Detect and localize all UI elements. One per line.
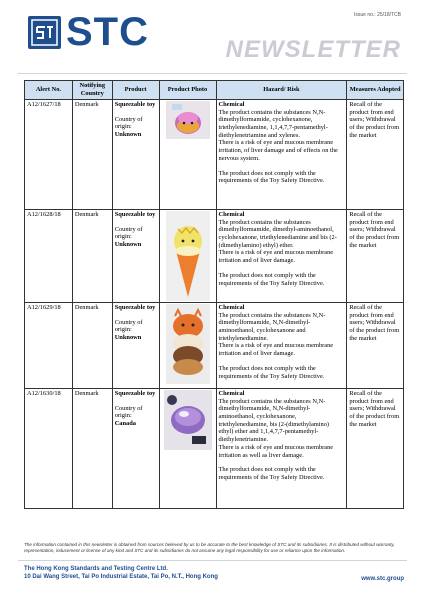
hazard-body: The product contains the substances dimethylformamide, dimethyl-aminoethanol, cyclohexanone, triethylenediamine and bis (2-(dimethylamino) ethyl) ether. bbox=[218, 218, 337, 249]
hazard-body: The product contains the substances N,N-dimethylformamide, cyclohexanone, triethylenediamine, 1,1,4,7,7-pentamethyl-diethylenetriamine and xylenes. bbox=[218, 108, 328, 139]
hazard-title: Chemical bbox=[218, 101, 245, 108]
hazard-compliance: The product does not comply with the requirements of the Toy Safety Directive. bbox=[218, 466, 325, 481]
table-header-row bbox=[25, 81, 404, 100]
table-row bbox=[25, 210, 404, 303]
col-alert-no: Alert No. bbox=[25, 81, 73, 100]
product-name: Squeezable toy bbox=[114, 390, 156, 397]
origin-value: Canada bbox=[114, 420, 136, 428]
squeezable-toy-photo-1 bbox=[166, 101, 210, 139]
squeezable-toy-photo-2 bbox=[166, 211, 210, 301]
hazard-risk: There is a risk of eye and mucous membrane irritation and of liver damage. bbox=[218, 249, 334, 265]
origin-value: Unknown bbox=[114, 334, 142, 342]
hazard-risk: There is a risk of eye and mucous membrane irritation and of liver damage. bbox=[218, 342, 334, 358]
origin-value: Unknown bbox=[114, 131, 142, 139]
hazard-body: The product contains the substances N,N-dimethylformamide, N,N-dimethyl-aminoethanol, cyclohexanone and triethylenediamine. bbox=[218, 311, 326, 342]
page-header bbox=[0, 0, 425, 75]
col-hazard-risk: Hazard/ Risk bbox=[216, 81, 347, 100]
company-name: The Hong Kong Standards and Testing Centre Ltd. bbox=[24, 566, 168, 572]
origin-label: Country of origin: bbox=[114, 404, 143, 420]
hazard-body: The product contains the substances N,N-dimethylformamide, N,N-dimethyl-aminoethanol, cyclohexanone, triethylenediamine, bis (2-(dimethylamino) ethyl) ether and 1,1,4,7,7-pentamethyl-diethylenetriamine. bbox=[218, 397, 330, 444]
col-notifying-country: Notifying Country bbox=[72, 81, 112, 100]
logo-wordmark: STC bbox=[66, 10, 149, 54]
measures-adopted: Recall of the product from end users; Withdrawal of the product from the market bbox=[347, 100, 404, 210]
alert-number: A12/1627/18 bbox=[25, 100, 73, 210]
origin-label: Country of origin: bbox=[114, 225, 143, 241]
col-measures-adopted: Measures Adopted bbox=[347, 81, 404, 100]
header-divider bbox=[18, 73, 407, 74]
squeezable-toy-photo-3 bbox=[166, 304, 210, 384]
squeezable-toy-photo-4 bbox=[164, 390, 212, 450]
product-name: Squeezable toy bbox=[114, 304, 156, 311]
origin-label: Country of origin: bbox=[114, 318, 143, 334]
product-cell bbox=[112, 389, 159, 509]
hazard-cell bbox=[216, 303, 347, 389]
disclaimer-text: The information contained in this newsletter is obtained from sources believed by us to be accurate to the best knowledge of STC and its subsidiaries. It is distributed without warranty, representation, inducement or license of any kind and STC and its subsidiaries do not assume any legal responsibility for use or reliance upon the information. bbox=[24, 542, 395, 553]
alert-number: A12/1628/18 bbox=[25, 210, 73, 303]
measures-adopted: Recall of the product from end users; Withdrawal of the product from the market bbox=[347, 303, 404, 389]
hazard-compliance: The product does not comply with the requirements of the Toy Safety Directive. bbox=[218, 364, 325, 380]
measures-adopted: Recall of the product from end users; Withdrawal of the product from the market bbox=[347, 210, 404, 303]
col-product: Product bbox=[112, 81, 159, 100]
newsletter-title: NEWSLETTER bbox=[225, 36, 401, 63]
notifying-country: Denmark bbox=[72, 100, 112, 210]
product-photo bbox=[159, 100, 216, 210]
page-footer bbox=[24, 565, 404, 581]
hazard-risk: There is a risk of eye and mucous membrane irritation, of liver damage and of effects on the nervous system. bbox=[218, 139, 338, 162]
product-cell bbox=[112, 210, 159, 303]
col-product-photo: Product Photo bbox=[159, 81, 216, 100]
product-name: Squeezable toy bbox=[114, 211, 156, 218]
notifying-country: Denmark bbox=[72, 389, 112, 509]
company-address: 10 Dai Wang Street, Tai Po Industrial Estate, Tai Po, N.T., Hong Kong bbox=[24, 574, 218, 581]
alert-number: A12/1630/18 bbox=[25, 389, 73, 509]
table-row bbox=[25, 100, 404, 210]
measures-adopted: Recall of the product from end users; Withdrawal of the product from the market bbox=[347, 389, 404, 509]
hazard-cell bbox=[216, 100, 347, 210]
hazard-compliance: The product does not comply with the requirements of the Toy Safety Directive. bbox=[218, 169, 325, 185]
issue-number: Issue no.: 25/18/TCB bbox=[354, 12, 401, 18]
table-row bbox=[25, 303, 404, 389]
hazard-cell bbox=[216, 389, 347, 509]
product-name: Squeezable toy bbox=[114, 101, 156, 108]
alerts-table bbox=[24, 80, 404, 509]
hazard-cell bbox=[216, 210, 347, 303]
hazard-title: Chemical bbox=[218, 390, 245, 397]
website-link[interactable]: www.stc.group bbox=[361, 576, 404, 582]
notifying-country: Denmark bbox=[72, 210, 112, 303]
product-photo bbox=[159, 389, 216, 509]
footer-divider bbox=[18, 560, 407, 561]
table-row bbox=[25, 389, 404, 509]
product-cell bbox=[112, 303, 159, 389]
origin-value: Unknown bbox=[114, 241, 142, 249]
product-photo bbox=[159, 303, 216, 389]
hazard-risk: There is a risk of eye and mucous membrane irritation as well as liver damage. bbox=[218, 443, 334, 459]
hazard-title: Chemical bbox=[218, 304, 245, 311]
alert-number: A12/1629/18 bbox=[25, 303, 73, 389]
stc-logo-icon bbox=[28, 16, 61, 49]
hazard-title: Chemical bbox=[218, 211, 245, 218]
hazard-compliance: The product does not comply with the requirements of the Toy Safety Directive. bbox=[218, 271, 325, 287]
origin-label: Country of origin: bbox=[114, 115, 143, 131]
product-cell bbox=[112, 100, 159, 210]
product-photo bbox=[159, 210, 216, 303]
notifying-country: Denmark bbox=[72, 303, 112, 389]
